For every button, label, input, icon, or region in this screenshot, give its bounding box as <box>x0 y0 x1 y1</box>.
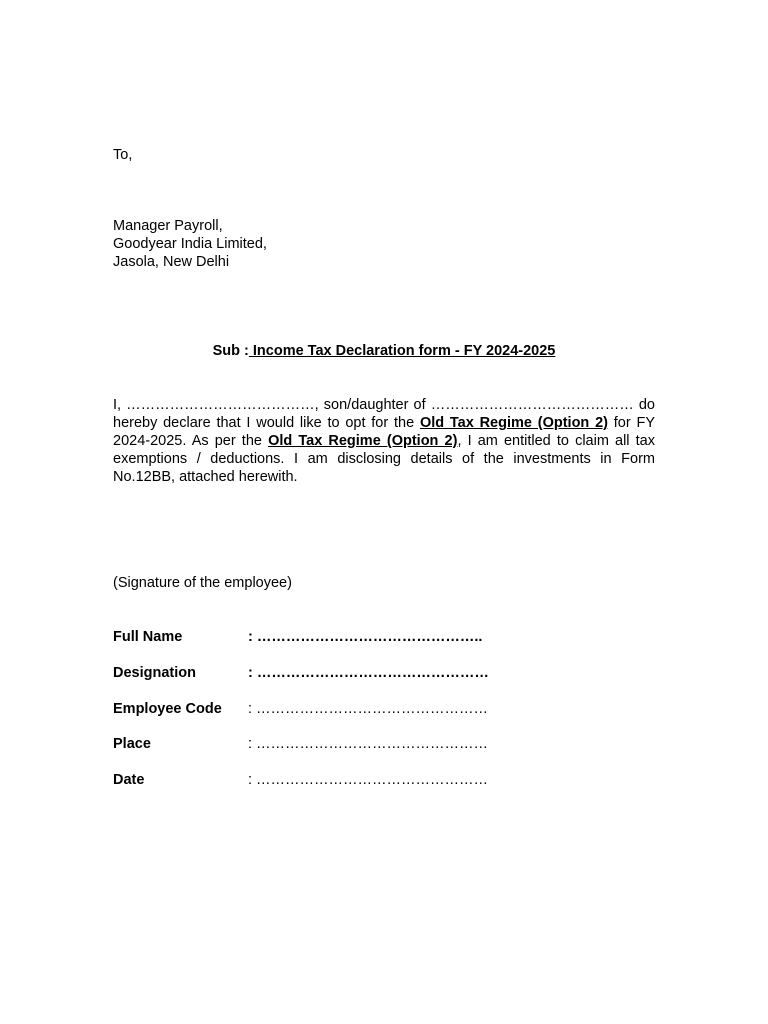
field-blank-place: : ………………………………………… <box>248 736 489 752</box>
declaration-text-part2: for FY 2024-2025. As per the <box>113 415 655 449</box>
tax-regime-emphasis-repeat: Old Tax Regime (Option 2) <box>268 433 458 449</box>
field-label-designation: Designation <box>113 665 196 681</box>
field-blank-date: : ………………………………………… <box>248 772 489 788</box>
declaration-text-part3: , I am entitled to claim all tax exemptions / deductions. I am disclosing details of the investments in Form No.12BB, attached herewith. <box>113 433 655 485</box>
subject-title: Income Tax Declaration form - FY 2024-2025 <box>248 343 556 359</box>
field-blank-full-name: : ……………………………………….. <box>248 629 483 645</box>
field-label-employee-code: Employee Code <box>113 701 222 717</box>
field-label-date: Date <box>113 772 145 788</box>
field-blank-employee-code: : ………………………………………… <box>248 701 489 717</box>
recipient-address <box>113 217 267 271</box>
field-label-full-name: Full Name <box>113 629 183 645</box>
declaration-text-part1: I, …………………………………, son/daughter of …………………………………… do hereby declare that I would like to opt for the <box>113 397 655 431</box>
tax-regime-emphasis: Old Tax Regime (Option 2) <box>419 415 608 431</box>
signature-label: (Signature of the employee) <box>113 575 292 591</box>
salutation: To, <box>113 147 133 163</box>
field-row-full-name <box>113 628 655 648</box>
field-row-employee-code <box>113 700 655 720</box>
field-label-place: Place <box>113 736 151 752</box>
declaration-paragraph <box>113 396 655 486</box>
subject-line <box>113 342 655 360</box>
field-row-designation <box>113 664 655 684</box>
address-line-location: Jasola, New Delhi <box>113 254 230 270</box>
address-line-company: Goodyear India Limited, <box>113 236 267 252</box>
address-line-recipient: Manager Payroll, <box>113 218 223 234</box>
field-row-place <box>113 735 655 755</box>
subject-prefix: Sub : <box>212 343 249 359</box>
field-row-date <box>113 771 655 791</box>
field-blank-designation: : ………………………………………… <box>248 665 489 681</box>
